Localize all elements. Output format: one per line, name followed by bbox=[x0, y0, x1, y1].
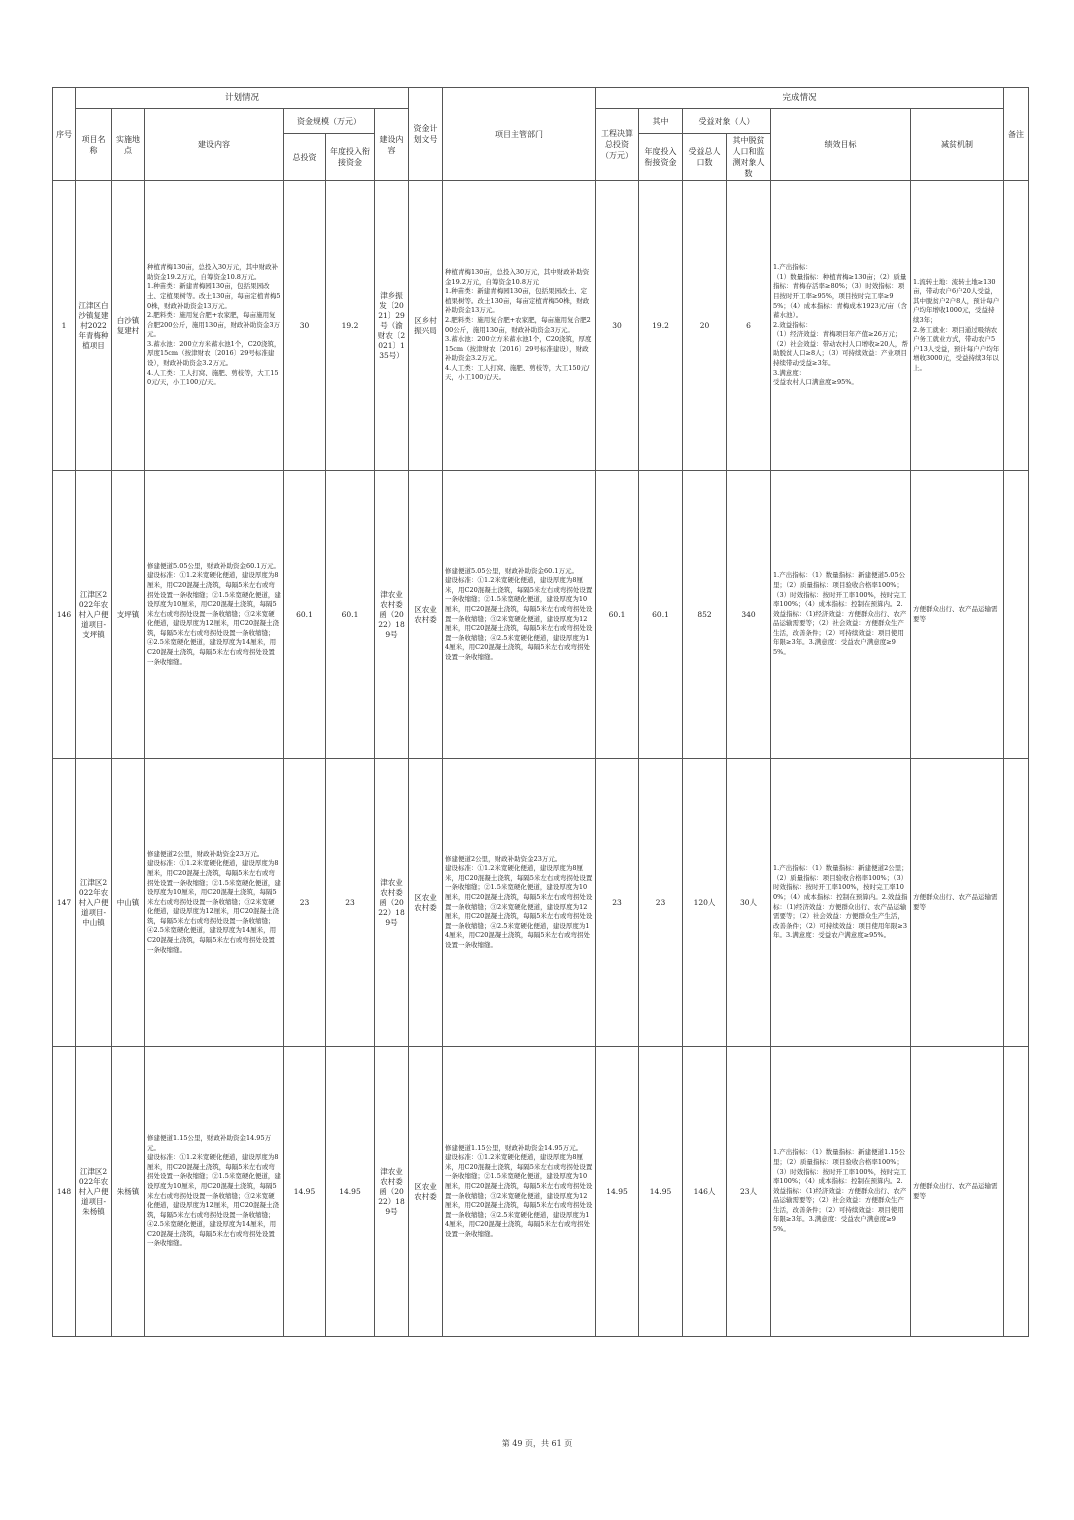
row-total-invest: 23 bbox=[284, 759, 326, 1047]
row-annual-invest: 14.95 bbox=[326, 1047, 375, 1337]
header-dept: 项目主管部门 bbox=[443, 88, 596, 181]
row-mech: 方便群众出行、农产品运输需要等 bbox=[911, 1047, 1004, 1337]
header-project-name: 项目名称 bbox=[76, 109, 112, 181]
row-perf: 1.产出指标： （1）数量指标：种植青梅≥130亩；（2）质量指标：青梅存活率≥80%；（3）时效指标：项目按时开工率≥95%，项目按时完工率≥95%；（4）成本指标：青梅成本1923元/亩（含蓄水池）。 2.效益指标： （1）经济效益：青梅项目年产值≥26万元；（2）社会效益：带动农村人口增收≥20人，帮助脱贫人口≥8人；（3）可持续效益：产业项目持续带动受益≥3年。 3.满意度： 受益农村人口满意度≥95%。 bbox=[771, 181, 911, 471]
row-seq: 148 bbox=[53, 1047, 76, 1337]
row-dept: 区农业农村委 bbox=[409, 471, 443, 759]
row-settle: 14.95 bbox=[596, 1047, 639, 1337]
row-annual-invest-2: 19.2 bbox=[639, 181, 683, 471]
header-beneficiary: 受益对象（人） bbox=[683, 109, 771, 134]
row-annual-invest: 60.1 bbox=[326, 471, 375, 759]
row-fund-doc: 津农业农村委函（2022）189号 bbox=[375, 1047, 409, 1337]
row-project-name: 江津区白沙镇复建村2022年青梅种植项目 bbox=[76, 181, 112, 471]
table-row bbox=[53, 181, 1029, 471]
row-benef-total: 852 bbox=[683, 471, 727, 759]
header-plan-group: 计划情况 bbox=[76, 88, 409, 109]
header-done-content: 建设内容 bbox=[375, 109, 409, 181]
row-annual-invest: 19.2 bbox=[326, 181, 375, 471]
row-plan-content: 种植青梅130亩，总投入30万元，其中财政补助资金19.2万元，自筹资金10.8万元。 1.种苗类：新建青梅园130亩，包括果园改土、定植果树等。改土130亩，每亩定植青梅50株，财政补助资金13万元。 2.肥料类：施用复合肥+农家肥，每亩施用复合肥200公斤，施用130亩，财政补助资金3万元。 3.蓄水池：200立方米蓄水池1个，C20浇筑，厚度15cm（按津财农〔2016〕29号标准建设），财政补助资金3.2万元。 4.人工类：工人打窝、施肥、剪枝等，大工150元/天，小工100元/天。 bbox=[145, 181, 284, 471]
row-seq: 1 bbox=[53, 181, 76, 471]
header-benef-total: 受益总人口数 bbox=[683, 134, 727, 181]
row-annual-invest: 23 bbox=[326, 759, 375, 1047]
header-annual-invest-2: 年度投入衔接资金 bbox=[639, 134, 683, 181]
row-perf: 1.产出指标：（1）数量指标：新建便道5.05公里；（2）质量指标：项目验收合格率100%；（3）时效指标：按时开工率100%，按时完工率100%；（4）成本指标：控制在预算内。2.效益指标：（1)经济效益：方便群众出行、农产品运输需要等；（2）社会效益：方便群众生产生活，改善条件；（2）可持续效益：项目使用年限≥3年。3.满意度：受益农户满意度≥95%。 bbox=[771, 471, 911, 759]
row-settle: 23 bbox=[596, 759, 639, 1047]
header-perf: 绩效目标 bbox=[771, 109, 911, 181]
row-done-content: 修建便道5.05公里，财政补助资金60.1万元。 建设标准：①1.2米宽硬化便道，建设厚度为8厘米，用C20混凝土浇筑，每隔5米左右或弯拐处设置一条收缩缝；②1.5米宽硬化便道，建设厚度为10厘米，用C20混凝土浇筑，每隔5米左右或弯拐处设置一条收缩缝；③2米宽硬化便道，建设厚度为12厘米，用C20混凝土浇筑，每隔5米左右或弯拐处设置一条收缩缝；④2.5米宽硬化便道，建设厚度为14厘米，用C20混凝土浇筑，每隔5米左右或弯拐处设置一条收缩缝。 bbox=[443, 471, 596, 759]
row-project-name: 江津区2022年农村入户便道项目-支坪镇 bbox=[76, 471, 112, 759]
table-row bbox=[53, 759, 1029, 1047]
header-remark: 备注 bbox=[1004, 88, 1029, 181]
row-plan-content: 修建便道2公里，财政补助资金23万元。 建设标准：①1.2米宽硬化便道，建设厚度为8厘米，用C20混凝土浇筑，每隔5米左右或弯拐处设置一条收缩缝；②1.5米宽硬化便道，建设厚度为10厘米，用C20混凝土浇筑，每隔5米左右或弯拐处设置一条收缩缝；③2米宽硬化便道，建设厚度为12厘米，用C20混凝土浇筑，每隔5米左右或弯拐处设置一条收缩缝；④2.5米宽硬化便道，建设厚度为14厘米，用C20混凝土浇筑，每隔5米左右或弯拐处设置一条收缩缝。 bbox=[145, 759, 284, 1047]
table-row bbox=[53, 471, 1029, 759]
row-remark bbox=[1004, 471, 1029, 759]
row-project-name: 江津区2022年农村入户便道项目-中山镇 bbox=[76, 759, 112, 1047]
row-done-content: 修建便道2公里，财政补助资金23万元。 建设标准：①1.2米宽硬化便道，建设厚度为8厘米，用C20混凝土浇筑，每隔5米左右或弯拐处设置一条收缩缝；②1.5米宽硬化便道，建设厚度为10厘米，用C20混凝土浇筑，每隔5米左右或弯拐处设置一条收缩缝；③2米宽硬化便道，建设厚度为12厘米，用C20混凝土浇筑，每隔5米左右或弯拐处设置一条收缩缝；④2.5米宽硬化便道，建设厚度为14厘米，用C20混凝土浇筑，每隔5米左右或弯拐处设置一条收缩缝。 bbox=[443, 759, 596, 1047]
row-plan-content: 修建便道1.15公里，财政补助资金14.95万元。 建设标准：①1.2米宽硬化便道，建设厚度为8厘米，用C20混凝土浇筑，每隔5米左右或弯拐处设置一条收缩缝；②1.5米宽硬化便道，建设厚度为10厘米，用C20混凝土浇筑，每隔5米左右或弯拐处设置一条收缩缝；③2米宽硬化便道，建设厚度为12厘米，用C20混凝土浇筑，每隔5米左右或弯拐处设置一条收缩缝；④2.5米宽硬化便道，建设厚度为14厘米，用C20混凝土浇筑，每隔5米左右或弯拐处设置一条收缩缝。 bbox=[145, 1047, 284, 1337]
row-total-invest: 60.1 bbox=[284, 471, 326, 759]
header-location: 实施地点 bbox=[112, 109, 145, 181]
header-mech: 减贫机制 bbox=[911, 109, 1004, 181]
row-done-content: 种植青梅130亩，总投入30万元，其中财政补助资金19.2万元，自筹资金10.8万元 1.种苗类：新建青梅园130亩，包括果园改土、定植果树等。改土130亩，每亩定植青梅50株，财政补助资金13万元。 2.肥料类：施用复合肥+农家肥，每亩施用复合肥200公斤，施用130亩，财政补助资金3万元。 3.蓄水池：200立方米蓄水池1个，C20浇筑，厚度15cm（按津财农〔2016〕29号标准建设），财政补助资金3.2万元。 4.人工类：工人打窝、施肥、剪枝等，大工150元/天，小工100元/天。 bbox=[443, 181, 596, 471]
row-fund-doc: 津农业农村委函（2022）189号 bbox=[375, 759, 409, 1047]
row-benef-poor: 23人 bbox=[727, 1047, 771, 1337]
row-benef-poor: 30人 bbox=[727, 759, 771, 1047]
table-row bbox=[53, 1047, 1029, 1337]
header-of-which: 其中 bbox=[639, 109, 683, 134]
row-location: 支坪镇 bbox=[112, 471, 145, 759]
row-seq: 147 bbox=[53, 759, 76, 1047]
row-benef-total: 20 bbox=[683, 181, 727, 471]
row-mech: 1.流转土地：流转土地≥130亩，带动农户6户20人受益，其中脱贫户2户8人，预计每户户均年增收1000元，受益持续3年； 2.务工就业：项目通过吸纳农户务工就业方式，带动农户5户13人受益，预计每户户均年增收3000元，受益持续3年以上。 bbox=[911, 181, 1004, 471]
row-total-invest: 30 bbox=[284, 181, 326, 471]
row-remark bbox=[1004, 1047, 1029, 1337]
header-fund-doc: 资金计划文号 bbox=[409, 88, 443, 181]
page-number: 第 49 页，共 61 页 bbox=[501, 1439, 573, 1448]
row-remark bbox=[1004, 759, 1029, 1047]
header-complete-group: 完成情况 bbox=[596, 88, 1004, 109]
row-annual-invest-2: 23 bbox=[639, 759, 683, 1047]
row-settle: 30 bbox=[596, 181, 639, 471]
row-perf: 1.产出指标：（1）数量指标：新建便道1.15公里；（2）质量指标：项目验收合格率100%；（3）时效指标：按时开工率100%，按时完工率100%；（4）成本指标：控制在预算内。2.效益指标：（1)经济效益：方便群众出行、农产品运输需要等；（2）社会效益：方便群众生产生活，改善条件；（2）可持续效益：项目使用年限≥3年。3.满意度：受益农户满意度≥95%。 bbox=[771, 1047, 911, 1337]
row-mech: 方便群众出行、农产品运输需要等 bbox=[911, 471, 1004, 759]
header-annual-invest: 年度投入衔接资金 bbox=[326, 134, 375, 181]
row-dept: 区乡村振兴局 bbox=[409, 181, 443, 471]
header-total-invest: 总投资 bbox=[284, 134, 326, 181]
row-perf: 1.产出指标：（1）数量指标：新建便道2公里；（2）质量指标：项目验收合格率100%；（3）时效指标：按时开工率100%，按时完工率100%；（4）成本指标：控制在预算内。2.效益指标：（1)经济效益：方便群众出行、农产品运输需要等；（2）社会效益：方便群众生产生活，改善条件；（2）可持续效益：项目使用年限≥3年。3.满意度：受益农户满意度≥95%。 bbox=[771, 759, 911, 1047]
row-benef-poor: 6 bbox=[727, 181, 771, 471]
row-settle: 60.1 bbox=[596, 471, 639, 759]
header-fund-scale: 资金规模（万元） bbox=[284, 109, 375, 134]
header-plan-content: 建设内容 bbox=[145, 109, 284, 181]
row-location: 朱杨镇 bbox=[112, 1047, 145, 1337]
row-dept: 区农业农村委 bbox=[409, 1047, 443, 1337]
row-benef-total: 120人 bbox=[683, 759, 727, 1047]
row-fund-doc: 津乡振发〔2021〕29号（渝财农〔2021〕135号） bbox=[375, 181, 409, 471]
row-benef-total: 146人 bbox=[683, 1047, 727, 1337]
row-project-name: 江津区2022年农村入户便道项目-朱杨镇 bbox=[76, 1047, 112, 1337]
project-table bbox=[52, 87, 1029, 1337]
row-done-content: 修建便道1.15公里，财政补助资金14.95万元。 建设标准：①1.2米宽硬化便道，建设厚度为8厘米，用C20混凝土浇筑，每隔5米左右或弯拐处设置一条收缩缝；②1.5米宽硬化便道，建设厚度为10厘米，用C20混凝土浇筑，每隔5米左右或弯拐处设置一条收缩缝；③2米宽硬化便道，建设厚度为12厘米，用C20混凝土浇筑，每隔5米左右或弯拐处设置一条收缩缝；④2.5米宽硬化便道，建设厚度为14厘米，用C20混凝土浇筑，每隔5米左右或弯拐处设置一条收缩缝。 bbox=[443, 1047, 596, 1337]
row-fund-doc: 津农业农村委函（2022）189号 bbox=[375, 471, 409, 759]
row-annual-invest-2: 60.1 bbox=[639, 471, 683, 759]
row-remark bbox=[1004, 181, 1029, 471]
row-location: 白沙镇复建村 bbox=[112, 181, 145, 471]
row-total-invest: 14.95 bbox=[284, 1047, 326, 1337]
row-mech: 方便群众出行、农产品运输需要等 bbox=[911, 759, 1004, 1047]
row-plan-content: 修建便道5.05公里，财政补助资金60.1万元。 建设标准：①1.2米宽硬化便道，建设厚度为8厘米，用C20混凝土浇筑，每隔5米左右或弯拐处设置一条收缩缝；②1.5米宽硬化便道，建设厚度为10厘米，用C20混凝土浇筑，每隔5米左右或弯拐处设置一条收缩缝；③2米宽硬化便道，建设厚度为12厘米，用C20混凝土浇筑，每隔5米左右或弯拐处设置一条收缩缝；④2.5米宽硬化便道，建设厚度为14厘米，用C20混凝土浇筑，每隔5米左右或弯拐处设置一条收缩缝。 bbox=[145, 471, 284, 759]
row-dept: 区农业农村委 bbox=[409, 759, 443, 1047]
row-annual-invest-2: 14.95 bbox=[639, 1047, 683, 1337]
header-settle: 工程决算总投资（万元） bbox=[596, 109, 639, 181]
header-benef-poor: 其中脱贫人口和监测对象人数 bbox=[727, 134, 771, 181]
row-benef-poor: 340 bbox=[727, 471, 771, 759]
header-seq: 序号 bbox=[53, 88, 76, 181]
row-location: 中山镇 bbox=[112, 759, 145, 1047]
row-seq: 146 bbox=[53, 471, 76, 759]
